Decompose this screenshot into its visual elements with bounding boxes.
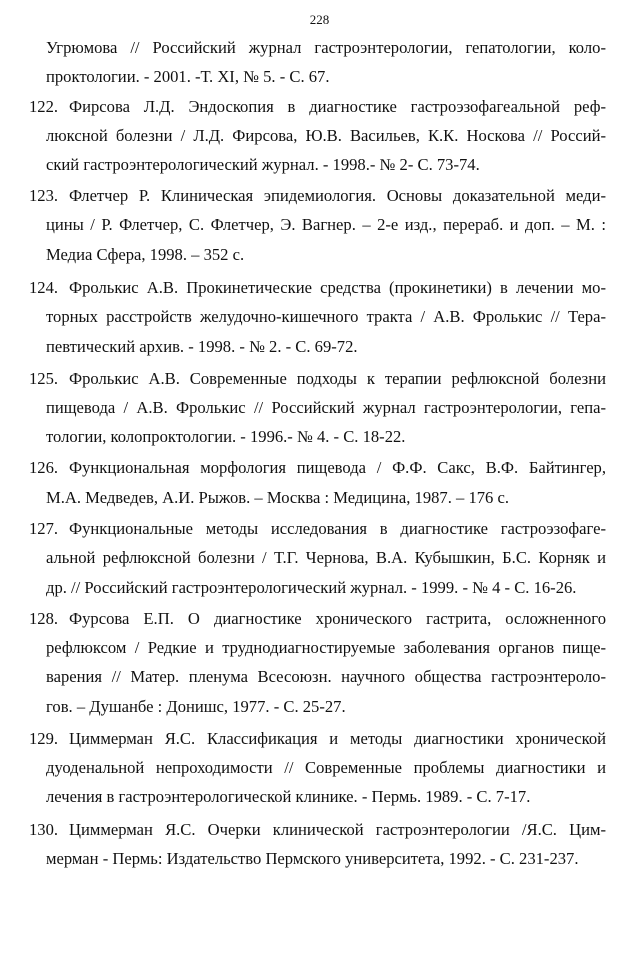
reference-line: певтический архив. - 1998. - № 2. - С. 69-72.	[46, 337, 358, 356]
reference-line: Циммерман Я.С. Классификация и методы диагностики хронической	[69, 729, 606, 748]
reference-line: рефлюксом / Редкие и труднодиагностируемые заболевания органов пище-	[46, 638, 606, 657]
reference-number: 124.	[29, 278, 59, 297]
reference-line: ский гастроэнтерологический журнал. - 1998.- № 2- С. 73-74.	[46, 155, 480, 174]
reference-line: Фурсова Е.П. О диагностике хронического гастрита, осложненного	[69, 609, 606, 628]
reference-line: Функциональные методы исследования в диагностике гастроэзофаге-	[69, 519, 606, 538]
reference-line: Медиа Сфера, 1998. – 352 с.	[46, 245, 245, 264]
reference-line: торных расстройств желудочно-кишечного тракта / А.В. Фролькис // Тера-	[46, 307, 606, 326]
reference-line: Циммерман Я.С. Очерки клинической гастроэнтерологии /Я.С. Цим-	[69, 820, 606, 839]
reference-line: Фролькис А.В. Современные подходы к терапии рефлюксной болезни	[69, 369, 606, 388]
reference-number: 123.	[29, 186, 59, 205]
reference-line: Фирсова Л.Д. Эндоскопия в диагностике гастроэзофагеальной реф-	[69, 97, 606, 116]
reference-line: Функциональная морфология пищевода / Ф.Ф. Сакс, В.Ф. Байтингер,	[69, 458, 606, 477]
reference-line: М.А. Медведев, А.И. Рыжов. – Москва : Медицина, 1987. – 176 с.	[46, 488, 510, 507]
reference-line: лечения в гастроэнтерологической клинике. - Пермь. 1989. - С. 7-17.	[46, 787, 531, 806]
reference-number: 125.	[29, 369, 59, 388]
reference-number: 128.	[29, 609, 59, 628]
reference-line: проктологии. - 2001. -Т. XI, № 5. - С. 67.	[46, 67, 330, 86]
reference-line: пищевода / А.В. Фролькис // Российский журнал гастроэнтерологии, гепа-	[46, 398, 606, 417]
reference-number: 126.	[29, 458, 59, 477]
reference-line: люксной болезни / Л.Д. Фирсова, Ю.В. Васильев, К.К. Носкова // Россий-	[46, 126, 606, 145]
reference-line: тологии, колопроктологии. - 1996.- № 4. - С. 18-22.	[46, 427, 406, 446]
reference-line: гов. – Душанбе : Донишс, 1977. - С. 25-27.	[46, 697, 346, 716]
reference-number: 130.	[29, 820, 59, 839]
page-number: 228	[309, 12, 330, 27]
reference-line: Угрюмова // Российский журнал гастроэнтерологии, гепатологии, коло-	[46, 38, 606, 57]
reference-line: альной рефлюксной болезни / Т.Г. Чернова, В.А. Кубышкин, Б.С. Корняк и	[46, 548, 606, 567]
reference-line: др. // Российский гастроэнтерологический журнал. - 1999. - № 4 - С. 16-26.	[46, 578, 577, 597]
reference-line: цины / Р. Флетчер, С. Флетчер, Э. Вагнер. – 2-е изд., перераб. и доп. – М. :	[46, 215, 606, 234]
reference-line: варения // Матер. пленума Всесоюзн. научного общества гастроэнтероло-	[46, 667, 606, 686]
reference-number: 127.	[29, 519, 59, 538]
reference-line: мерман - Пермь: Издательство Пермского университета, 1992. - С. 231-237.	[46, 849, 579, 868]
reference-number: 122.	[29, 97, 59, 116]
reference-line: Флетчер Р. Клиническая эпидемиология. Основы доказательной меди-	[69, 186, 606, 205]
reference-line: Фролькис А.В. Прокинетические средства (прокинетики) в лечении мо-	[69, 278, 606, 297]
reference-number: 129.	[29, 729, 59, 748]
reference-line: дуоденальной непроходимости // Современные проблемы диагностики и	[46, 758, 606, 777]
